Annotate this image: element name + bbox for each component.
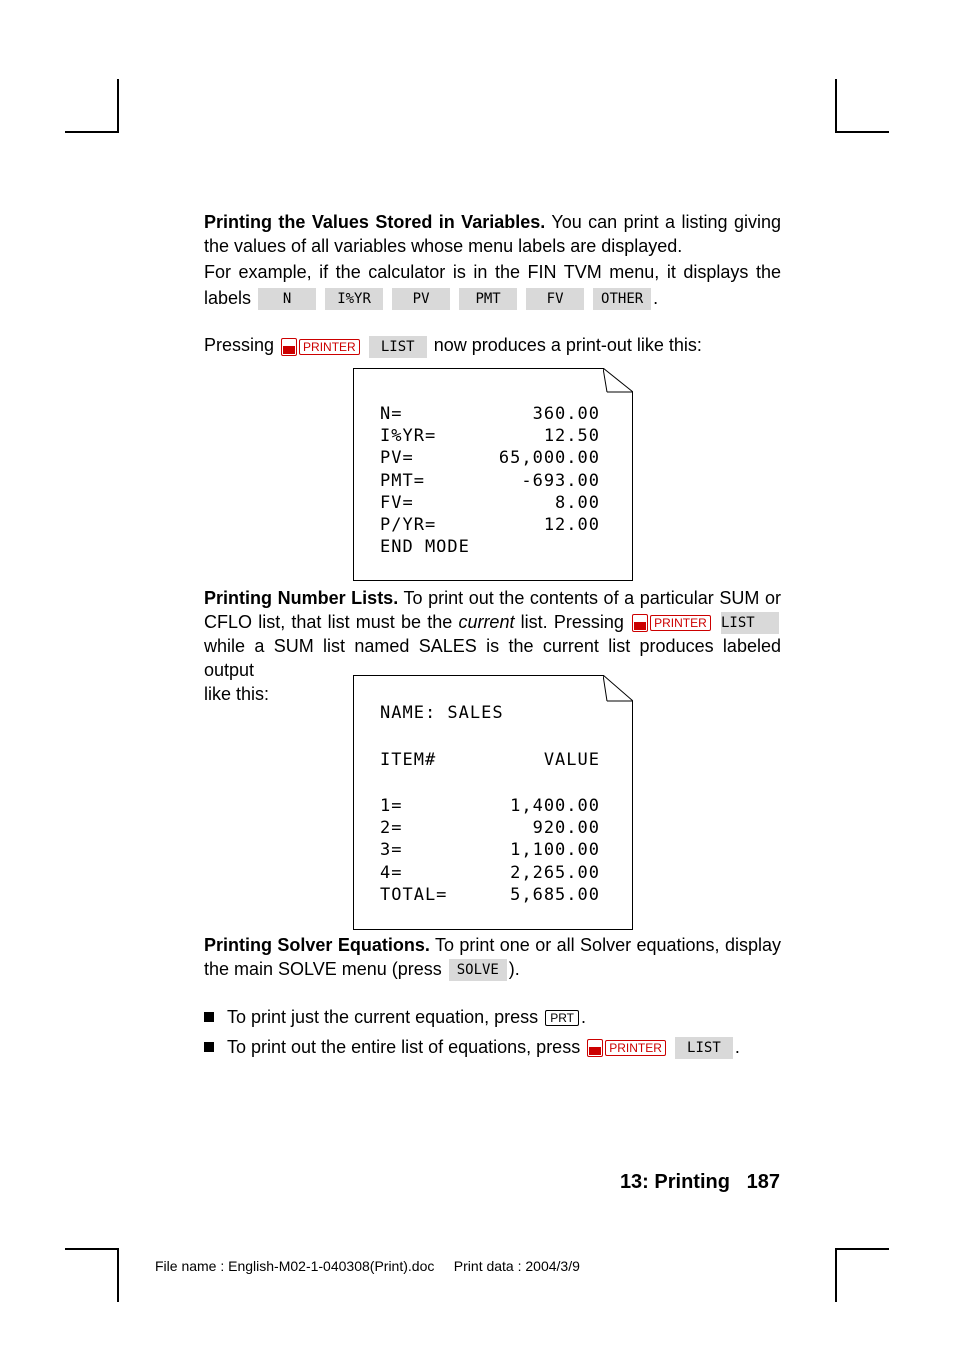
tvm-line-value: 12.50	[543, 426, 600, 447]
tvm-line-label: I%YR=	[380, 426, 437, 447]
sales-row	[380, 795, 600, 817]
sales-row-label: 2=	[380, 818, 403, 839]
printer-key[interactable]: PRINTER	[299, 339, 360, 355]
tvm-line	[380, 536, 600, 558]
bullet-square-icon	[204, 1012, 214, 1022]
section-solver	[204, 933, 781, 981]
page-number: 187	[746, 1171, 780, 1193]
tvm-line-value: 12.00	[543, 515, 600, 535]
bullet-square-icon	[204, 1042, 214, 1052]
variables-pressing-line: Pressing PRINTER LIST now produces a print-out like this:	[204, 333, 781, 357]
tvm-line-label: P/YR=	[380, 515, 437, 535]
sales-row-label: 4=	[380, 862, 403, 883]
chapter-title: 13: Printing	[619, 1171, 730, 1193]
sales-row	[380, 817, 600, 839]
sales-header-line: ITEM# VALUE	[380, 750, 600, 770]
lists-heading: Printing Number Lists.	[204, 588, 399, 608]
crop-mark-bottom-right-v	[835, 1248, 837, 1302]
sales-row-value: 1,100.00	[510, 840, 600, 861]
tvm-line	[380, 514, 600, 536]
menu-key-iyr[interactable]: I%YR	[325, 288, 383, 310]
shift-key-icon[interactable]	[281, 338, 297, 356]
crop-mark-top-left-v	[117, 79, 119, 133]
tvm-line-label: PV=	[380, 448, 414, 469]
printer-key[interactable]: PRINTER	[605, 1040, 666, 1056]
variables-heading: Printing the Values Stored in Variables.	[204, 212, 546, 232]
menu-key-solve[interactable]: SOLVE	[449, 959, 507, 981]
variables-labels-line: labels N I%YR PV PMT FV OTHER .	[204, 286, 781, 310]
file-name-line: File name : English-M02-1-040308(Print).doc Print data : 2004/3/9	[155, 1258, 580, 1274]
prt-key[interactable]: PRT	[545, 1010, 579, 1026]
tvm-line	[380, 492, 600, 514]
tvm-line-value: 360.00	[532, 404, 600, 424]
crop-mark-bottom-left-h	[65, 1248, 119, 1250]
variables-line-3: For example, if the calculator is in the FIN TVM menu, it displays the	[204, 262, 781, 282]
section-variables	[204, 210, 781, 358]
crop-mark-bottom-left-v	[117, 1248, 119, 1302]
menu-key-n[interactable]: N	[258, 288, 316, 310]
menu-key-other[interactable]: OTHER	[593, 288, 651, 310]
tvm-line-value: 65,000.00	[498, 448, 600, 469]
sales-row-label: 1=	[380, 796, 403, 816]
lists-line-2: CFLO list, that list must be the current list. Pressing PRINTER LIST	[204, 610, 781, 634]
tvm-line-value: 8.00	[555, 492, 600, 513]
crop-mark-bottom-right-h	[835, 1248, 889, 1250]
menu-key-list[interactable]: LIST	[675, 1037, 733, 1059]
sales-row-value: 920.00	[532, 818, 600, 839]
menu-key-pmt[interactable]: PMT	[459, 288, 517, 310]
sales-row	[380, 884, 600, 906]
sales-row-value: 5,685.00	[510, 884, 600, 905]
lists-line-3: while a SUM list named SALES is the current list produces labeled output	[204, 636, 781, 681]
menu-key-list[interactable]: LIST	[721, 612, 779, 634]
sales-row-label: TOTAL=	[380, 884, 448, 905]
solver-line-1: Printing Solver Equations. To print one or all Solver equations, display	[204, 935, 781, 955]
printout-tvm	[353, 368, 633, 581]
sales-name-line: NAME: SALES	[380, 703, 504, 723]
sales-row-label: 3=	[380, 840, 403, 861]
solver-line-2: the main SOLVE menu (press SOLVE ).	[204, 957, 781, 981]
page-footer-title	[620, 1168, 780, 1196]
sales-row-value: 1,400.00	[510, 796, 600, 816]
tvm-line-label: END MODE	[380, 537, 470, 558]
variables-line-1: Printing the Values Stored in Variables. You can print a listing giving	[204, 212, 781, 232]
crop-mark-top-right-v	[835, 79, 837, 133]
sales-row-value: 2,265.00	[510, 862, 600, 883]
tvm-line-label: FV=	[380, 492, 414, 513]
variables-line-2: the values of all variables whose menu labels are displayed.	[204, 236, 683, 256]
menu-key-fv[interactable]: FV	[526, 288, 584, 310]
lists-line-4: like this:	[204, 684, 270, 705]
sales-row	[380, 839, 600, 861]
tvm-line	[380, 470, 600, 492]
tvm-line-value: -693.00	[521, 470, 600, 491]
lists-line-1: Printing Number Lists. To print out the contents of a particular SUM or	[204, 588, 781, 608]
menu-key-list[interactable]: LIST	[369, 336, 427, 358]
printout-sales	[353, 675, 633, 930]
tvm-line	[380, 425, 600, 447]
tvm-line	[380, 447, 600, 469]
page-fold-icon	[603, 675, 633, 703]
page-fold-icon	[603, 368, 633, 394]
tvm-line	[380, 403, 600, 425]
bullet-print-current: To print just the current equation, press PRT .	[204, 1005, 586, 1029]
tvm-line-label: PMT=	[380, 470, 425, 491]
shift-key-icon[interactable]	[587, 1039, 603, 1057]
sales-row	[380, 862, 600, 884]
menu-key-pv[interactable]: PV	[392, 288, 450, 310]
printer-key[interactable]: PRINTER	[650, 615, 711, 631]
crop-mark-top-right-h	[835, 131, 889, 133]
solver-heading: Printing Solver Equations.	[204, 935, 430, 955]
tvm-line-label: N=	[380, 404, 403, 424]
shift-key-icon[interactable]	[632, 614, 648, 632]
bullet-print-all: To print out the entire list of equations, press PRINTER LIST .	[204, 1035, 740, 1059]
crop-mark-top-left-h	[65, 131, 119, 133]
